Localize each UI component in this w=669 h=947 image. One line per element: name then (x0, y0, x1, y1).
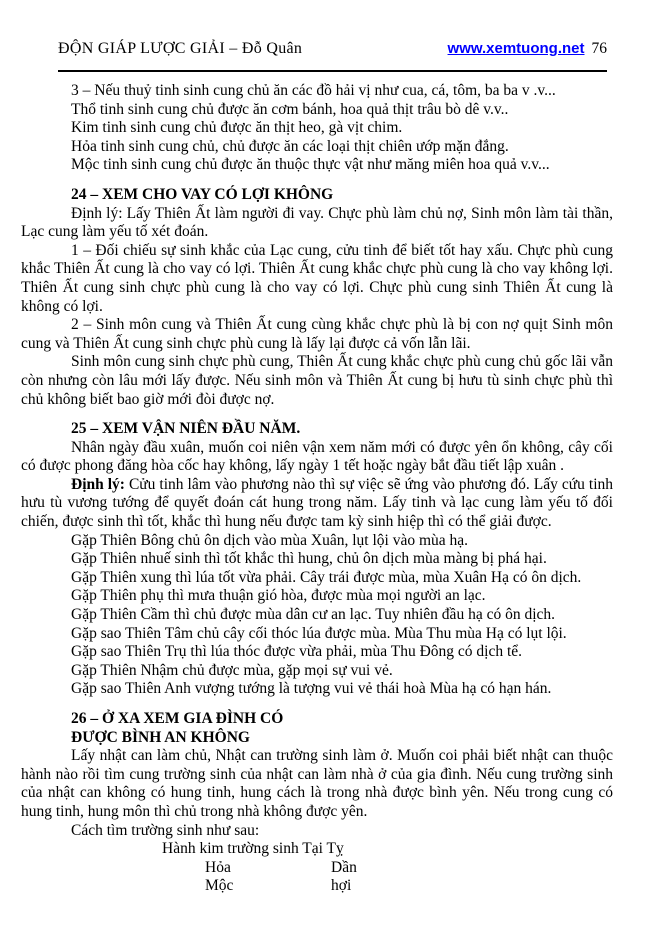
star-line: Gặp Thiên Nhậm chủ được mùa, gặp mọi sự vui vẻ. (71, 661, 393, 679)
website-link[interactable]: www.xemtuong.net (447, 40, 585, 57)
dinh-ly-label: Định lý: (71, 475, 125, 493)
body-line: 3 – Nếu thuỷ tinh sinh cung chủ ăn các đồ hải vị như cua, cá, tôm, ba ba v .v... (71, 82, 556, 99)
truong-sinh-branch: Dần (331, 858, 357, 876)
page-number: 76 (591, 40, 607, 57)
truong-sinh-branch: hợi (331, 877, 352, 895)
body-line: Mộc tinh sinh cung chủ được ăn thuộc thực vật như măng miên hoa quả v.v... (71, 156, 550, 174)
body-line: Hỏa tinh sinh cung chủ, chủ được ăn các loại thịt chiên ướp mặn đắng. (71, 137, 509, 155)
paragraph: Định lý: Lấy Thiên Ất làm người đi vay. Chực phù làm chủ nợ, Sinh môn làm tài thần, Lạc cung làm yếu tố xét đoán. (21, 204, 613, 241)
paragraph (21, 476, 613, 532)
body-line: Cách tìm trường sinh như sau: (71, 821, 260, 839)
paragraph: 2 – Sinh môn cung và Thiên Ất cung cùng khắc chực phù là bị con nợ quịt Sinh môn cung và Thiên Ất cung sinh chực phù cung là lấy lại được cả vốn lẫn lãi. (21, 316, 613, 352)
page-header (58, 40, 607, 58)
section-26-heading-line2: ĐƯỢC BÌNH AN KHÔNG (71, 728, 250, 746)
dinh-ly-text: Cửu tinh lâm vào phương nào thì sự việc sẽ ứng vào phương đó. Lấy cứu tinh hưu tù vương tướng để quyết đoán cát hung trong năm. Lấy tinh và lạc cung làm yếu tố đối chiến, được sinh thì tốt, khắc thì hung nếu được tam kỳ sinh hiệp thì có thể giải được. (21, 475, 613, 531)
star-line: Gặp sao Thiên Trụ thì lúa thóc được vừa phải, mùa Thu Đông có dịch tể. (71, 643, 523, 661)
header-rule (58, 70, 607, 72)
star-line: Gặp Thiên Cầm thì chủ được mùa dân cư an lạc. Tuy nhiên đầu hạ có ôn dịch. (71, 606, 556, 624)
truong-sinh-row (21, 877, 613, 896)
truong-sinh-element: Hỏa (205, 858, 231, 876)
header-title: ĐỘN GIÁP LƯỢC GIẢI – Đỗ Quân (58, 40, 303, 57)
paragraph: Nhân ngày đầu xuân, muốn coi niên vận xem năm mới có được yên ổn không, cây cối có được phong đăng hòa cốc hay không, lấy ngày 1 tết hoặc ngày bắt đầu tiết lập xuân . (21, 438, 613, 475)
section-25-heading: 25 – XEM VẬN NIÊN ĐẦU NĂM. (71, 420, 301, 438)
body-line: Kim tinh sinh cung chủ được ăn thịt heo, gà vịt chim. (71, 119, 403, 137)
section-26-heading-line1: 26 – Ở XA XEM GIA ĐÌNH CÓ (71, 710, 284, 727)
truong-sinh-header-line: Hành kim trường sinh Tại Tỵ (162, 840, 344, 858)
star-line: Gặp Thiên phụ thì mưa thuận gió hòa, được mùa mọi người an lạc. (71, 587, 486, 605)
star-line: Gặp Thiên xung thì lúa tốt vừa phải. Cây trái được mùa, mùa Xuân Hạ có ôn dịch. (71, 568, 582, 586)
paragraph: 1 – Đối chiếu sự sinh khắc của Lạc cung, cửu tinh để biết tốt hay xấu. Chực phù cung khắc Thiên Ất cung là cho vay có lợi. Thiên Ất cung khắc chực phù cung là cho vay không lợi. Thiên Ất cung sinh chực phù cung là cho vay có lợi. Chực phù cung sinh Thiên Ất cung là không có lợi. (21, 241, 613, 315)
document-content (21, 82, 613, 896)
section-24-heading: 24 – XEM CHO VAY CÓ LỢI KHÔNG (71, 185, 334, 203)
star-line: Gặp sao Thiên Anh vượng tướng là tượng vui vẻ thái hoà Mùa hạ có hạn hán. (71, 680, 552, 698)
paragraph: Sinh môn cung sinh chực phù cung, Thiên Ất cung khắc chực phù cung chủ gốc lãi vẫn còn nhưng còn lâu mới lấy được. Nếu sinh môn và Thiên Ất cung bị hưu tù sinh chực phù thì chủ không biết bao giờ mới đòi được nợ. (21, 353, 613, 408)
truong-sinh-element: Mộc (205, 877, 234, 895)
body-line: Thổ tinh sinh cung chủ được ăn cơm bánh, hoa quả thịt trâu bò dê v.v.. (71, 100, 509, 118)
paragraph: Lấy nhật can làm chủ, Nhật can trường sinh làm ở. Muốn coi phải biết nhật can thuộc hành nào rồi tìm cung trường sinh của nhật can làm nhà ở của gia đình. Nếu cung trường sinh của nhật can không có hung tinh, hung cách là trong nhà được bình yên. Nếu trong cung có hung tinh, hung môn thì chủ trong nhà không được yên. (21, 747, 613, 820)
star-line: Gặp Thiên nhuế sinh thì tốt khắc thì hung, chủ ôn dịch mùa màng bị phá hại. (71, 550, 547, 568)
header-right (448, 40, 607, 58)
star-line: Gặp Thiên Bông chủ ôn dịch vào mùa Xuân, lụt lội vào mùa hạ. (71, 531, 469, 549)
truong-sinh-row (21, 859, 613, 878)
star-line: Gặp sao Thiên Tâm chủ cây cối thóc lúa được mùa. Mùa Thu mùa Hạ có lụt lội. (71, 624, 567, 642)
